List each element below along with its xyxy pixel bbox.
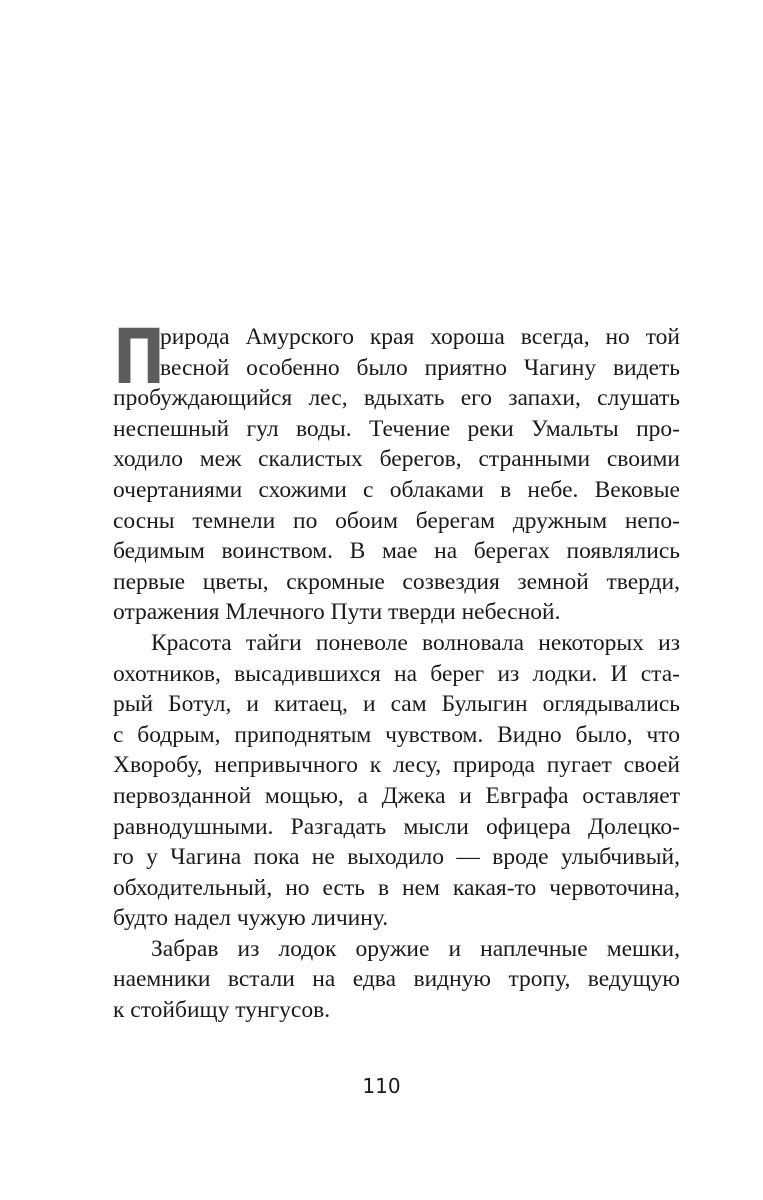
- page-number: 110: [362, 1074, 401, 1098]
- text-line: к стойбищу тунгусов.: [113, 997, 331, 1024]
- text-line: неспешный гул воды. Течение реки Умальты про-: [113, 415, 680, 442]
- text-line: пробуждающийся лес, вдыхать его запахи, слушать: [113, 385, 680, 412]
- text-line: Красота тайги поневоле волновала некоторых из: [151, 629, 680, 656]
- text-line: равнодушными. Разгадать мысли офицера Долецко-: [113, 813, 680, 840]
- text-line: охотников, высадившихся на берег из лодки. И ста-: [113, 660, 680, 687]
- text-line: рый Ботул, и китаец, и сам Булыгин оглядывались: [113, 691, 680, 718]
- text-line: с бодрым, приподнятым чувством. Видно было, что: [113, 721, 680, 748]
- text-line: сосны темнели по обоим берегам дружным непо-: [113, 507, 680, 534]
- body-text: [113, 312, 680, 1026]
- text-line: бедимым воинством. В мае на берегах появлялись: [113, 538, 680, 565]
- text-line: очертаниями схожими с облаками в небе. Вековые: [113, 476, 680, 503]
- text-line: го у Чагина пока не выходило — вроде улыбчивый,: [113, 844, 680, 871]
- drop-cap: П: [113, 312, 166, 401]
- text-line: Хворобу, непривычного к лесу, природа пугает своей: [113, 752, 680, 779]
- text-line: Забрав из лодок оружие и наплечные мешки,: [151, 935, 680, 962]
- text-line: первые цветы, скромные созвездия земной тверди,: [113, 568, 680, 595]
- text-line: первозданной мощью, а Джека и Евграфа оставляет: [113, 782, 680, 809]
- text-line: ходило меж скалистых берегов, странными своими: [113, 446, 680, 473]
- text-line: наемники встали на едва видную тропу, ведущую: [113, 966, 680, 993]
- text-line: отражения Млечного Пути тверди небесной.: [113, 599, 561, 626]
- text-line: весной особенно было приятно Чагину видеть: [160, 354, 680, 381]
- text-line: будто надел чужую личину.: [113, 905, 389, 932]
- text-line: рирода Амурского края хороша всегда, но той: [160, 324, 680, 350]
- text-line: обходительный, но есть в нем какая-то червоточина,: [113, 874, 680, 901]
